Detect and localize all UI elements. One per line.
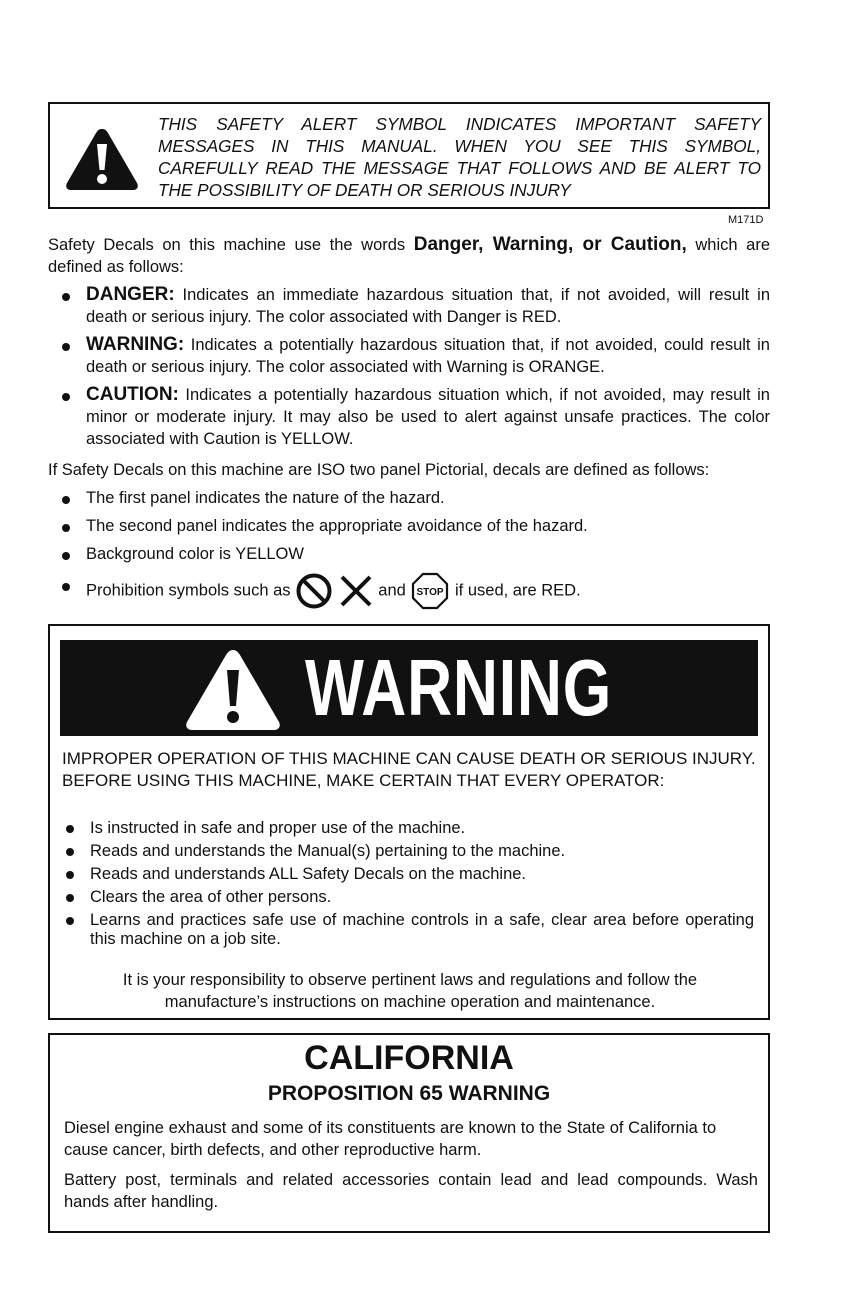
- operator-requirements-list: [64, 819, 754, 953]
- list-item: [60, 487, 770, 509]
- warning-banner: [60, 640, 758, 736]
- stop-sign-label: STOP: [416, 587, 444, 598]
- definition-text: Indicates an immediate hazardous situation that, if not avoided, will result in death or serious injury. The color associated with Danger is RED.: [86, 286, 770, 326]
- definition-danger: [60, 284, 770, 328]
- intro-text-after: which are defined as follows:: [48, 236, 770, 276]
- list-item: [64, 819, 754, 838]
- prohibition-circle-icon: [295, 572, 333, 610]
- warning-heading: IMPROPER OPERATION OF THIS MACHINE CAN CAUSE DEATH OR SERIOUS INJURY. BEFORE USING THIS MACHINE, MAKE CERTAIN THAT EVERY OPERATOR:: [62, 749, 756, 790]
- signal-words: Danger, Warning, or Caution,: [413, 234, 687, 255]
- list-item-text: The second panel indicates the appropriate avoidance of the hazard.: [86, 517, 588, 535]
- stop-sign-icon: [410, 571, 450, 611]
- bullet: [62, 343, 70, 351]
- warning-banner-title: WARNING: [305, 643, 613, 732]
- iso-decals-intro: If Safety Decals on this machine are ISO two panel Pictorial, decals are defined as follows:: [48, 461, 710, 479]
- bullet: [62, 552, 70, 560]
- list-item: [64, 911, 754, 949]
- bullet: [66, 894, 74, 902]
- safety-alert-box: [48, 102, 770, 209]
- list-item-text: Background color is YELLOW: [86, 545, 304, 563]
- list-item: [64, 865, 754, 884]
- signal-words-intro: [48, 234, 770, 278]
- warning-footer: It is your responsibility to observe pertinent laws and regulations and follow the manufacture’s instructions on machine operation and maintenance.: [122, 971, 698, 1011]
- list-item-text: Clears the area of other persons.: [90, 888, 332, 906]
- bullet: [62, 393, 70, 401]
- warning-box: [48, 624, 770, 1020]
- bullet: [66, 871, 74, 879]
- california-title: CALIFORNIA: [304, 1039, 514, 1077]
- diesel-exhaust-notice: Diesel engine exhaust and some of its constituents are known to the State of California to cause cancer, birth defects, and other reproductive harm.: [64, 1119, 717, 1159]
- california-subtitle: PROPOSITION 65 WARNING: [267, 1082, 551, 1105]
- figure-code: M171D: [728, 214, 764, 226]
- list-item: [60, 543, 770, 565]
- signal-word-definitions: [60, 284, 770, 456]
- definition-text: Indicates a potentially hazardous situation which, if not avoided, may result in minor or moderate injury. It may also be used to alert against unsafe practices. The color associated with Caution is YELLOW.: [86, 386, 770, 448]
- list-item: [60, 515, 770, 537]
- definition-text: Indicates a potentially hazardous situation that, if not avoided, could result in death or serious injury. The color associated with Warning is ORANGE.: [86, 336, 770, 376]
- bullet: [62, 583, 70, 591]
- definition-term: DANGER:: [86, 284, 175, 305]
- bullet: [66, 825, 74, 833]
- bullet: [62, 524, 70, 532]
- list-item: [64, 842, 754, 861]
- bullet: [66, 848, 74, 856]
- list-item-text: Learns and practices safe use of machine controls in a safe, clear area before operating this machine on a job site.: [90, 911, 754, 948]
- list-item-text: Is instructed in safe and proper use of the machine.: [90, 819, 466, 837]
- safety-alert-message: THIS SAFETY ALERT SYMBOL INDICATES IMPORTANT SAFETY MESSAGES IN THIS MANUAL. WHEN YOU SEE THIS SYMBOL, CAREFULLY READ THE MESSAGE THAT FOLLOWS AND BE ALERT TO THE POSSIBILITY OF DEATH OR SERIOUS INJURY: [158, 114, 761, 200]
- x-cross-icon: [338, 573, 374, 609]
- list-item-text: The first panel indicates the nature of the hazard.: [86, 489, 445, 507]
- definition-warning: [60, 334, 770, 378]
- prohibition-text-before: Prohibition symbols such as: [86, 581, 291, 600]
- definition-term: WARNING:: [86, 334, 185, 355]
- bullet: [66, 917, 74, 925]
- bullet: [62, 293, 70, 301]
- california-prop65-box: [48, 1033, 770, 1233]
- prohibition-text-and: and: [378, 581, 406, 600]
- warning-triangle-icon: [184, 648, 282, 732]
- safety-alert-triangle-icon: [64, 126, 140, 192]
- list-item: [64, 888, 754, 907]
- list-item-prohibition: [60, 571, 770, 611]
- definition-term: CAUTION:: [86, 384, 179, 405]
- battery-lead-notice: Battery post, terminals and related accessories contain lead and lead compounds. Wash hands after handling.: [64, 1171, 758, 1211]
- list-item-text: Reads and understands ALL Safety Decals on the machine.: [90, 865, 527, 883]
- list-item-text: Reads and understands the Manual(s) pertaining to the machine.: [90, 842, 566, 860]
- prohibition-text-after: if used, are RED.: [455, 581, 581, 600]
- iso-decal-list: [60, 487, 770, 617]
- intro-text-before: Safety Decals on this machine use the words: [48, 236, 414, 254]
- definition-caution: [60, 384, 770, 450]
- bullet: [62, 496, 70, 504]
